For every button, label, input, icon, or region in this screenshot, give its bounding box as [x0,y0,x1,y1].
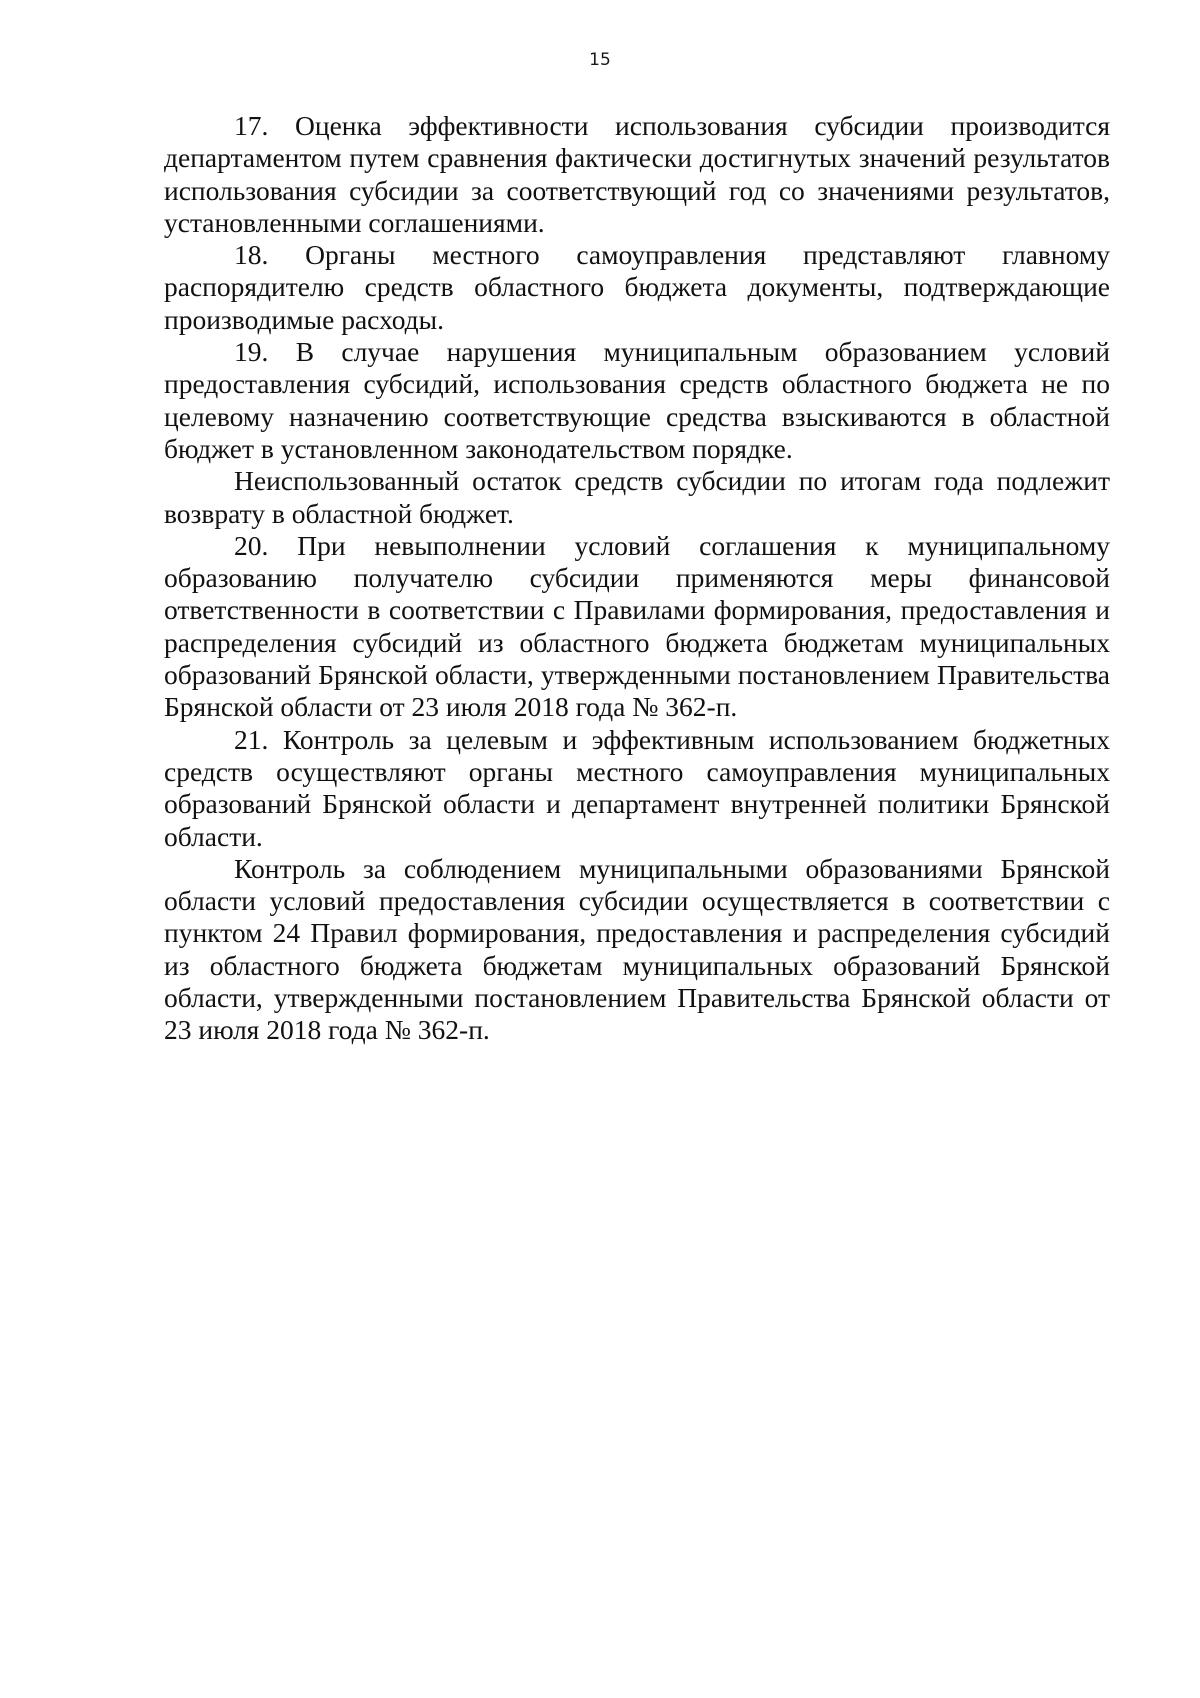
paragraph-20: 20. При невыполнении условий соглашения к муниципальному образованию получателю субсидии применяются меры финансовой ответственности в соответствии с Правилами формирования, предоставления и распределения субсидий из областного бюджета бюджетам муниципальных образований Брянской области, утвержденными постановлением Правительства Брянской области от 23 июля 2018 года № 362-п. [164,529,1110,723]
paragraph-18: 18. Органы местного самоуправления представляют главному распорядителю средств областного бюджета документы, подтверждающие производимые расходы. [164,239,1110,335]
document-body [164,110,1110,1047]
paragraph-17: 17. Оценка эффективности использования субсидии производится департаментом путем сравнения фактически достигнутых значений результатов использования субсидии за соответствующий год со значениями результатов, установленными соглашениями. [164,110,1110,238]
paragraph-21: 21. Контроль за целевым и эффективным использованием бюджетных средств осуществляют органы местного самоуправления муниципальных образований Брянской области и департамент внутренней политики Брянской области. [164,723,1110,852]
paragraph-control-compliance: Контроль за соблюдением муниципальными образованиями Брянской области условий предоставления субсидии осуществляется в соответствии с пунктом 24 Правил формирования, предоставления и распределения субсидий из областного бюджета бюджетам муниципальных образований Брянской области, утвержденными постановлением Правительства Брянской области от 23 июля 2018 года № 362-п. [164,852,1110,1046]
page-number: 15 [589,50,611,70]
paragraph-19: 19. В случае нарушения муниципальным образованием условий предоставления субсидий, использования средств областного бюджета не по целевому назначению соответствующие средства взыскиваются в областной бюджет в установленном законодательством порядке. [164,336,1110,464]
paragraph-unused-balance: Неиспользованный остаток средств субсидии по итогам года подлежит возврату в областной бюджет. [164,465,1110,529]
